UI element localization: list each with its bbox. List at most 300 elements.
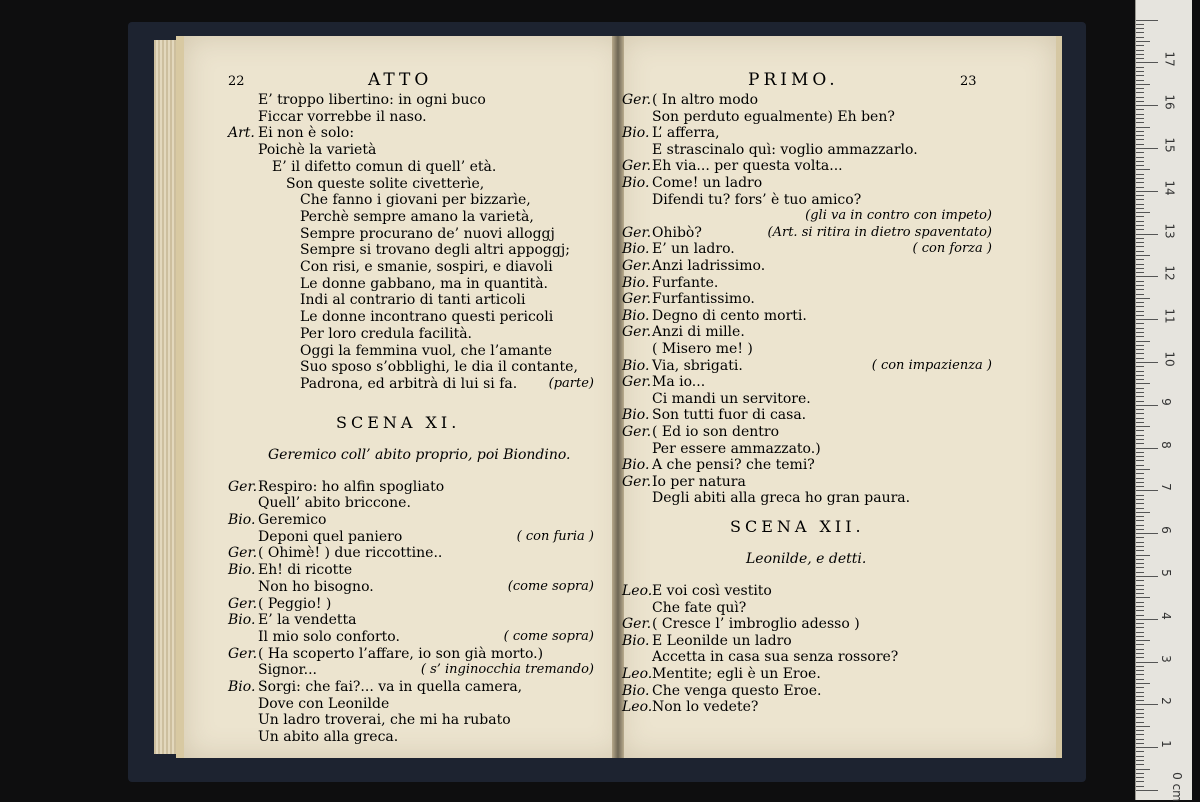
ruler-tick <box>1136 199 1144 200</box>
ruler-tick <box>1136 636 1144 637</box>
verse-text: ( Ha scoperto l’affare, io son già morto.) <box>258 645 544 662</box>
speaker-label: Bio. <box>228 612 256 629</box>
verse-text: Per essere ammazzato.) <box>652 440 821 457</box>
text-line <box>228 309 553 325</box>
text-line <box>622 125 720 141</box>
speaker-label: Bio. <box>622 307 650 324</box>
speaker-label: Bio. <box>622 175 650 191</box>
text-line <box>228 343 552 359</box>
speaker-label: Ger. <box>228 595 258 612</box>
text-line <box>622 699 758 715</box>
verse-text: Un ladro troverai, che mi ha rubato <box>258 712 511 729</box>
ruler-tick <box>1136 251 1144 252</box>
ruler-tick <box>1136 478 1144 479</box>
verse-text: Che fanno i giovani per bizzarìe, <box>300 192 531 209</box>
ruler-tick <box>1136 640 1150 641</box>
ruler-tick <box>1136 212 1150 213</box>
text-line <box>622 158 843 174</box>
text-line <box>228 562 352 578</box>
ruler-label: 9 <box>1158 397 1173 406</box>
verse-text: E voi così vestito <box>652 583 772 599</box>
ruler-tick <box>1136 726 1150 727</box>
verse-text: Anzi ladrissimo. <box>652 258 766 274</box>
speaker-label: Ger. <box>622 324 652 341</box>
ruler-tick <box>1136 131 1144 132</box>
ruler-tick <box>1136 781 1144 782</box>
ruler-tick <box>1136 790 1158 791</box>
text-line <box>228 125 354 141</box>
stage-direction: ( come sopra) <box>503 628 594 644</box>
text-line <box>622 175 762 191</box>
ruler-tick <box>1136 88 1144 89</box>
ruler-label: 15 <box>1162 137 1177 153</box>
ruler-tick <box>1136 430 1144 431</box>
verse-text: Suo sposo s’obblighi, le dia il contante, <box>300 359 578 376</box>
verse-text: Son tutti fuor di casa. <box>652 407 807 424</box>
verse-text: ( In altro modo <box>652 92 759 108</box>
ruler-tick <box>1136 632 1144 633</box>
text-line <box>228 679 522 695</box>
text-line <box>622 92 758 108</box>
ruler-tick <box>1136 341 1150 342</box>
text-line <box>228 292 526 308</box>
ruler-tick <box>1136 195 1144 196</box>
text-line <box>228 109 427 125</box>
verse-text: Io per natura <box>652 473 746 490</box>
ruler-tick <box>1136 204 1144 205</box>
ruler-tick <box>1136 41 1150 42</box>
running-header: ATTO <box>368 70 433 90</box>
text-line <box>622 192 861 208</box>
ruler-tick <box>1136 550 1144 551</box>
verse-text: Respiro: ho alfin spogliato <box>258 478 445 495</box>
verse-text: Furfantissimo. <box>652 291 755 308</box>
ruler-tick <box>1136 773 1144 774</box>
ruler-tick <box>1136 426 1150 427</box>
text-line <box>622 308 807 324</box>
ruler-tick <box>1136 520 1144 521</box>
ruler-tick <box>1136 722 1144 723</box>
verse-text: L’ afferra, <box>652 125 720 142</box>
cast-list: Leonilde, e detti. <box>746 551 867 567</box>
speaker-label: Leo. <box>622 666 653 682</box>
speaker-label: Ger. <box>622 158 652 175</box>
ruler-tick <box>1136 92 1144 93</box>
page-number: 22 <box>228 74 245 89</box>
ruler-tick <box>1136 268 1144 269</box>
ruler-tick <box>1136 20 1158 21</box>
stage-direction: (Art. si ritira in dietro spaventato) <box>767 224 992 240</box>
ruler-tick <box>1136 336 1144 337</box>
ruler-tick <box>1136 118 1144 119</box>
text-line <box>228 142 376 158</box>
ruler-tick <box>1136 413 1144 414</box>
text-line <box>228 92 486 108</box>
text-line <box>622 633 792 649</box>
verse-text: ( Peggio! ) <box>258 595 332 612</box>
ruler-tick <box>1136 580 1144 581</box>
ruler-label: 1 <box>1158 740 1173 749</box>
text-line <box>622 583 772 599</box>
speaker-label: Leo. <box>622 699 653 716</box>
ruler-tick <box>1136 460 1144 461</box>
speaker-label: Bio. <box>622 357 650 374</box>
verse-text: ( Misero me! ) <box>652 341 753 357</box>
ruler-tick <box>1136 302 1144 303</box>
ruler-tick <box>1136 71 1144 72</box>
ruler-tick <box>1136 422 1144 423</box>
ruler-tick <box>1136 692 1144 693</box>
ruler-tick <box>1136 24 1144 25</box>
verse-text: Difendi tu? fors’ è tuo amico? <box>652 191 862 208</box>
ruler-label: 6 <box>1158 526 1173 535</box>
ruler-tick <box>1136 679 1144 680</box>
scene-title: SCENA XI. <box>336 412 461 432</box>
text-line <box>228 579 374 595</box>
ruler-tick <box>1136 28 1144 29</box>
text-line <box>622 441 821 457</box>
ruler-tick <box>1136 615 1144 616</box>
verse-text: ( Cresce l’ imbroglio adesso ) <box>652 616 860 633</box>
ruler-tick <box>1136 80 1144 81</box>
speaker-label: Ger. <box>622 258 652 274</box>
ruler-tick <box>1136 696 1144 697</box>
verse-text: E’ un ladro. <box>652 241 735 258</box>
text-line <box>622 600 746 616</box>
text-line <box>228 192 531 208</box>
ruler-tick <box>1136 525 1144 526</box>
text-line <box>622 649 898 665</box>
ruler-tick <box>1136 371 1144 372</box>
ruler-tick <box>1136 216 1144 217</box>
ruler-tick <box>1136 366 1144 367</box>
ruler-tick <box>1136 323 1144 324</box>
ruler-tick <box>1136 418 1144 419</box>
ruler-tick <box>1136 294 1144 295</box>
ruler-tick <box>1136 109 1144 110</box>
verse-text: Perchè sempre amano la varietà, <box>300 208 534 225</box>
speaker-label: Bio. <box>622 274 650 291</box>
speaker-label: Bio. <box>228 562 256 579</box>
verse-text: Sorgi: che fai?... va in quella camera, <box>258 679 523 695</box>
speaker-label: Bio. <box>622 241 650 258</box>
text-line <box>622 142 918 158</box>
verse-text: Che venga questo Eroe. <box>652 682 822 699</box>
ruler-tick <box>1136 332 1144 333</box>
verse-text: E’ la vendetta <box>258 612 357 629</box>
stage-direction: (come sopra) <box>507 578 594 594</box>
ruler-tick <box>1136 375 1144 376</box>
ruler-tick <box>1136 62 1158 63</box>
ruler-tick <box>1136 114 1144 115</box>
ruler-tick <box>1136 760 1144 761</box>
ruler-tick <box>1136 165 1144 166</box>
ruler-tick <box>1136 619 1158 620</box>
ruler-label: 17 <box>1162 51 1177 68</box>
verse-text: Mentite; egli è un Eroe. <box>652 666 821 682</box>
text-line <box>622 275 718 291</box>
text-line <box>622 666 821 682</box>
speaker-label: Ger. <box>622 224 652 241</box>
speaker-label: Bio. <box>622 632 650 649</box>
verse-text: Eh! di ricotte <box>258 562 353 579</box>
ruler-tick <box>1136 105 1158 106</box>
ruler-tick <box>1136 157 1144 158</box>
ruler-tick <box>1136 448 1158 449</box>
running-header: PRIMO. <box>748 70 839 90</box>
ruler-tick <box>1136 499 1144 500</box>
verse-text: Sempre si trovano degli altri appoggj; <box>300 242 570 259</box>
page-edges <box>154 40 178 754</box>
text-line <box>622 291 755 307</box>
text-line <box>228 612 356 628</box>
speaker-label: Bio. <box>228 512 256 528</box>
text-line <box>228 729 398 745</box>
verse-text: Dove con Leonilde <box>258 695 390 712</box>
ruler-tick <box>1136 229 1144 230</box>
verse-text: ( Ed io son dentro <box>652 424 779 440</box>
ruler-tick <box>1136 439 1144 440</box>
ruler-tick <box>1136 401 1144 402</box>
ruler-label: 3 <box>1158 654 1173 663</box>
ruler-tick <box>1136 135 1144 136</box>
text-line <box>228 545 442 561</box>
ruler-label: 7 <box>1158 483 1173 492</box>
ruler-label: 10 <box>1162 351 1177 367</box>
ruler-tick <box>1136 452 1144 453</box>
ruler-tick <box>1136 101 1144 102</box>
verse-text: Ohibò? <box>652 224 702 241</box>
verse-text: Degli abiti alla greca ho gran paura. <box>652 490 911 507</box>
ruler-tick <box>1136 379 1144 380</box>
speaker-label: Ger. <box>622 374 652 391</box>
speaker-label: Bio. <box>622 407 650 424</box>
verse-text: Non ho bisogno. <box>258 578 374 595</box>
ruler-tick <box>1136 306 1144 307</box>
speaker-label: Bio. <box>228 679 256 695</box>
ruler-tick <box>1136 559 1144 560</box>
text-line <box>228 712 511 728</box>
ruler-tick <box>1136 508 1144 509</box>
verse-text: A che pensi? che temi? <box>652 457 815 474</box>
text-line <box>228 696 389 712</box>
cast-list: Geremico coll’ abito proprio, poi Biondino. <box>268 446 571 463</box>
text-line <box>228 646 543 662</box>
ruler-tick <box>1136 593 1144 594</box>
ruler-tick <box>1136 443 1144 444</box>
text-line <box>228 326 472 342</box>
ruler-tick <box>1136 606 1144 607</box>
verse-text: Come! un ladro <box>652 175 763 191</box>
speaker-label: Bio. <box>622 457 650 474</box>
ruler-tick <box>1136 127 1150 128</box>
verse-text: E Leonilde un ladro <box>652 632 792 649</box>
ruler-tick <box>1136 315 1144 316</box>
speaker-label: Art. <box>228 125 255 142</box>
ruler-label: 4 <box>1158 611 1173 620</box>
text-line <box>622 490 910 506</box>
ruler-tick <box>1136 84 1150 85</box>
ruler-tick <box>1136 358 1144 359</box>
ruler-tick <box>1136 730 1144 731</box>
text-line <box>622 208 652 224</box>
ruler-tick <box>1136 567 1144 568</box>
page-number: 23 <box>960 74 977 89</box>
ruler-tick <box>1136 97 1144 98</box>
verse-text: Ci mandi un servitore. <box>652 390 811 407</box>
verse-text: Per loro credula facilità. <box>300 325 472 342</box>
ruler-tick <box>1136 246 1144 247</box>
speaker-label: Ger. <box>622 616 652 633</box>
verse-text: Deponi quel paniero <box>258 528 403 545</box>
ruler-tick <box>1136 75 1144 76</box>
verse-text: Con risi, e smanie, sospiri, e diavoli <box>300 259 553 275</box>
ruler-tick <box>1136 187 1144 188</box>
verse-text: Ficcar vorrebbe il naso. <box>258 108 427 125</box>
ruler-tick <box>1136 644 1144 645</box>
text-line <box>622 391 811 407</box>
ruler-tick <box>1136 328 1144 329</box>
ruler-tick <box>1136 734 1144 735</box>
ruler-tick <box>1136 537 1144 538</box>
speaker-label: Ger. <box>622 92 652 108</box>
verse-text: Indi al contrario di tanti articoli <box>300 292 526 309</box>
ruler-label: 8 <box>1158 440 1173 449</box>
ruler-tick <box>1136 259 1144 260</box>
text-line <box>622 241 735 257</box>
ruler-tick <box>1136 469 1150 470</box>
ruler-tick <box>1136 657 1144 658</box>
ruler-tick <box>1136 319 1158 320</box>
ruler-tick <box>1136 529 1144 530</box>
text-line <box>622 225 702 241</box>
ruler-tick <box>1136 627 1144 628</box>
ruler-tick <box>1136 388 1144 389</box>
ruler-tick <box>1136 148 1158 149</box>
ruler-tick <box>1136 311 1144 312</box>
verse-text: Oggi la femmina vuol, che l’amante <box>300 342 553 359</box>
verse-text: Quell’ abito briccone. <box>258 495 411 512</box>
ruler-tick <box>1136 392 1144 393</box>
ruler-tick <box>1136 435 1144 436</box>
ruler-tick <box>1136 298 1150 299</box>
ruler-tick <box>1136 221 1144 222</box>
ruler-tick <box>1136 747 1158 748</box>
ruler-tick <box>1136 653 1144 654</box>
text-line <box>228 629 400 645</box>
ruler-tick <box>1136 45 1144 46</box>
ruler-tick <box>1136 276 1158 277</box>
speaker-label: Ger. <box>622 473 652 490</box>
ruler-tick <box>1136 139 1144 140</box>
text-line <box>622 341 753 357</box>
ruler-tick <box>1136 32 1144 33</box>
verse-text: Eh via... per questa volta... <box>652 158 843 175</box>
text-line <box>228 259 553 275</box>
text-line <box>622 424 779 440</box>
ruler-label: 5 <box>1158 569 1173 577</box>
ruler-tick <box>1136 769 1150 770</box>
ruler-tick <box>1136 516 1144 517</box>
ruler-tick <box>1136 289 1144 290</box>
verse-text: Son perduto egualmente) Eh ben? <box>652 108 895 125</box>
ruler-tick <box>1136 161 1144 162</box>
ruler-tick <box>1136 242 1144 243</box>
text-line <box>622 616 860 632</box>
ruler-tick <box>1136 264 1144 265</box>
verse-text: Poichè la varietà <box>258 142 377 159</box>
ruler-tick <box>1136 456 1144 457</box>
ruler-label: 16 <box>1162 94 1177 110</box>
ruler-tick <box>1136 482 1144 483</box>
verse-text: ( Ohimè! ) due riccottine.. <box>258 545 443 562</box>
ruler-tick <box>1136 225 1144 226</box>
ruler-tick <box>1136 353 1144 354</box>
ruler-tick <box>1136 542 1144 543</box>
verse-text: E’ troppo libertino: in ogni buco <box>258 92 486 108</box>
speaker-label: Bio. <box>622 682 650 699</box>
ruler-tick <box>1136 709 1144 710</box>
ruler-tick <box>1136 623 1144 624</box>
text-line <box>622 683 821 699</box>
verse-text: Degno di cento morti. <box>652 307 807 324</box>
ruler-tick <box>1136 683 1150 684</box>
ruler-label: 2 <box>1158 697 1173 706</box>
ruler-label: 14 <box>1162 180 1177 196</box>
verse-text: Anzi di mille. <box>652 324 745 341</box>
verse-text: Son queste solite civetterìe, <box>286 175 485 192</box>
verse-text: Un abito alla greca. <box>258 729 399 746</box>
verse-text: E’ il difetto comun di quell’ età. <box>272 158 497 175</box>
text-line <box>228 529 402 545</box>
ruler-tick <box>1136 58 1144 59</box>
text-line <box>228 662 317 678</box>
ruler-tick <box>1136 713 1144 714</box>
text-line <box>228 495 411 511</box>
ruler-tick <box>1136 512 1150 513</box>
ruler-tick <box>1136 50 1144 51</box>
ruler-tick <box>1136 409 1144 410</box>
ruler-tick <box>1136 345 1144 346</box>
verse-text: Che fate quì? <box>652 599 747 616</box>
ruler-tick <box>1136 739 1144 740</box>
text-line <box>228 176 484 192</box>
verse-text: Il mio solo conforto. <box>258 628 400 645</box>
text-line <box>622 358 743 374</box>
text-line <box>622 258 765 274</box>
speaker-label: Leo. <box>622 583 653 599</box>
ruler-tick <box>1136 285 1144 286</box>
text-line <box>622 457 815 473</box>
stage-direction: ( con impazienza ) <box>871 357 992 373</box>
speaker-label: Ger. <box>228 645 258 662</box>
ruler-tick <box>1136 555 1150 556</box>
ruler-tick <box>1136 576 1158 577</box>
ruler-tick <box>1136 272 1144 273</box>
ruler-tick <box>1136 37 1144 38</box>
ruler-tick <box>1136 589 1144 590</box>
verse-text: E strascinalo quì: voglio ammazzarlo. <box>652 141 918 158</box>
ruler-label: 12 <box>1162 265 1177 282</box>
ruler-tick <box>1136 756 1144 757</box>
ruler-tick <box>1136 486 1144 487</box>
ruler-tick <box>1136 572 1144 573</box>
verse-text: Accetta in casa sua senza rossore? <box>652 649 899 666</box>
verse-text: Ma io... <box>652 374 706 391</box>
text-line <box>622 109 895 125</box>
ruler-tick <box>1136 546 1144 547</box>
ruler-tick <box>1136 238 1144 239</box>
